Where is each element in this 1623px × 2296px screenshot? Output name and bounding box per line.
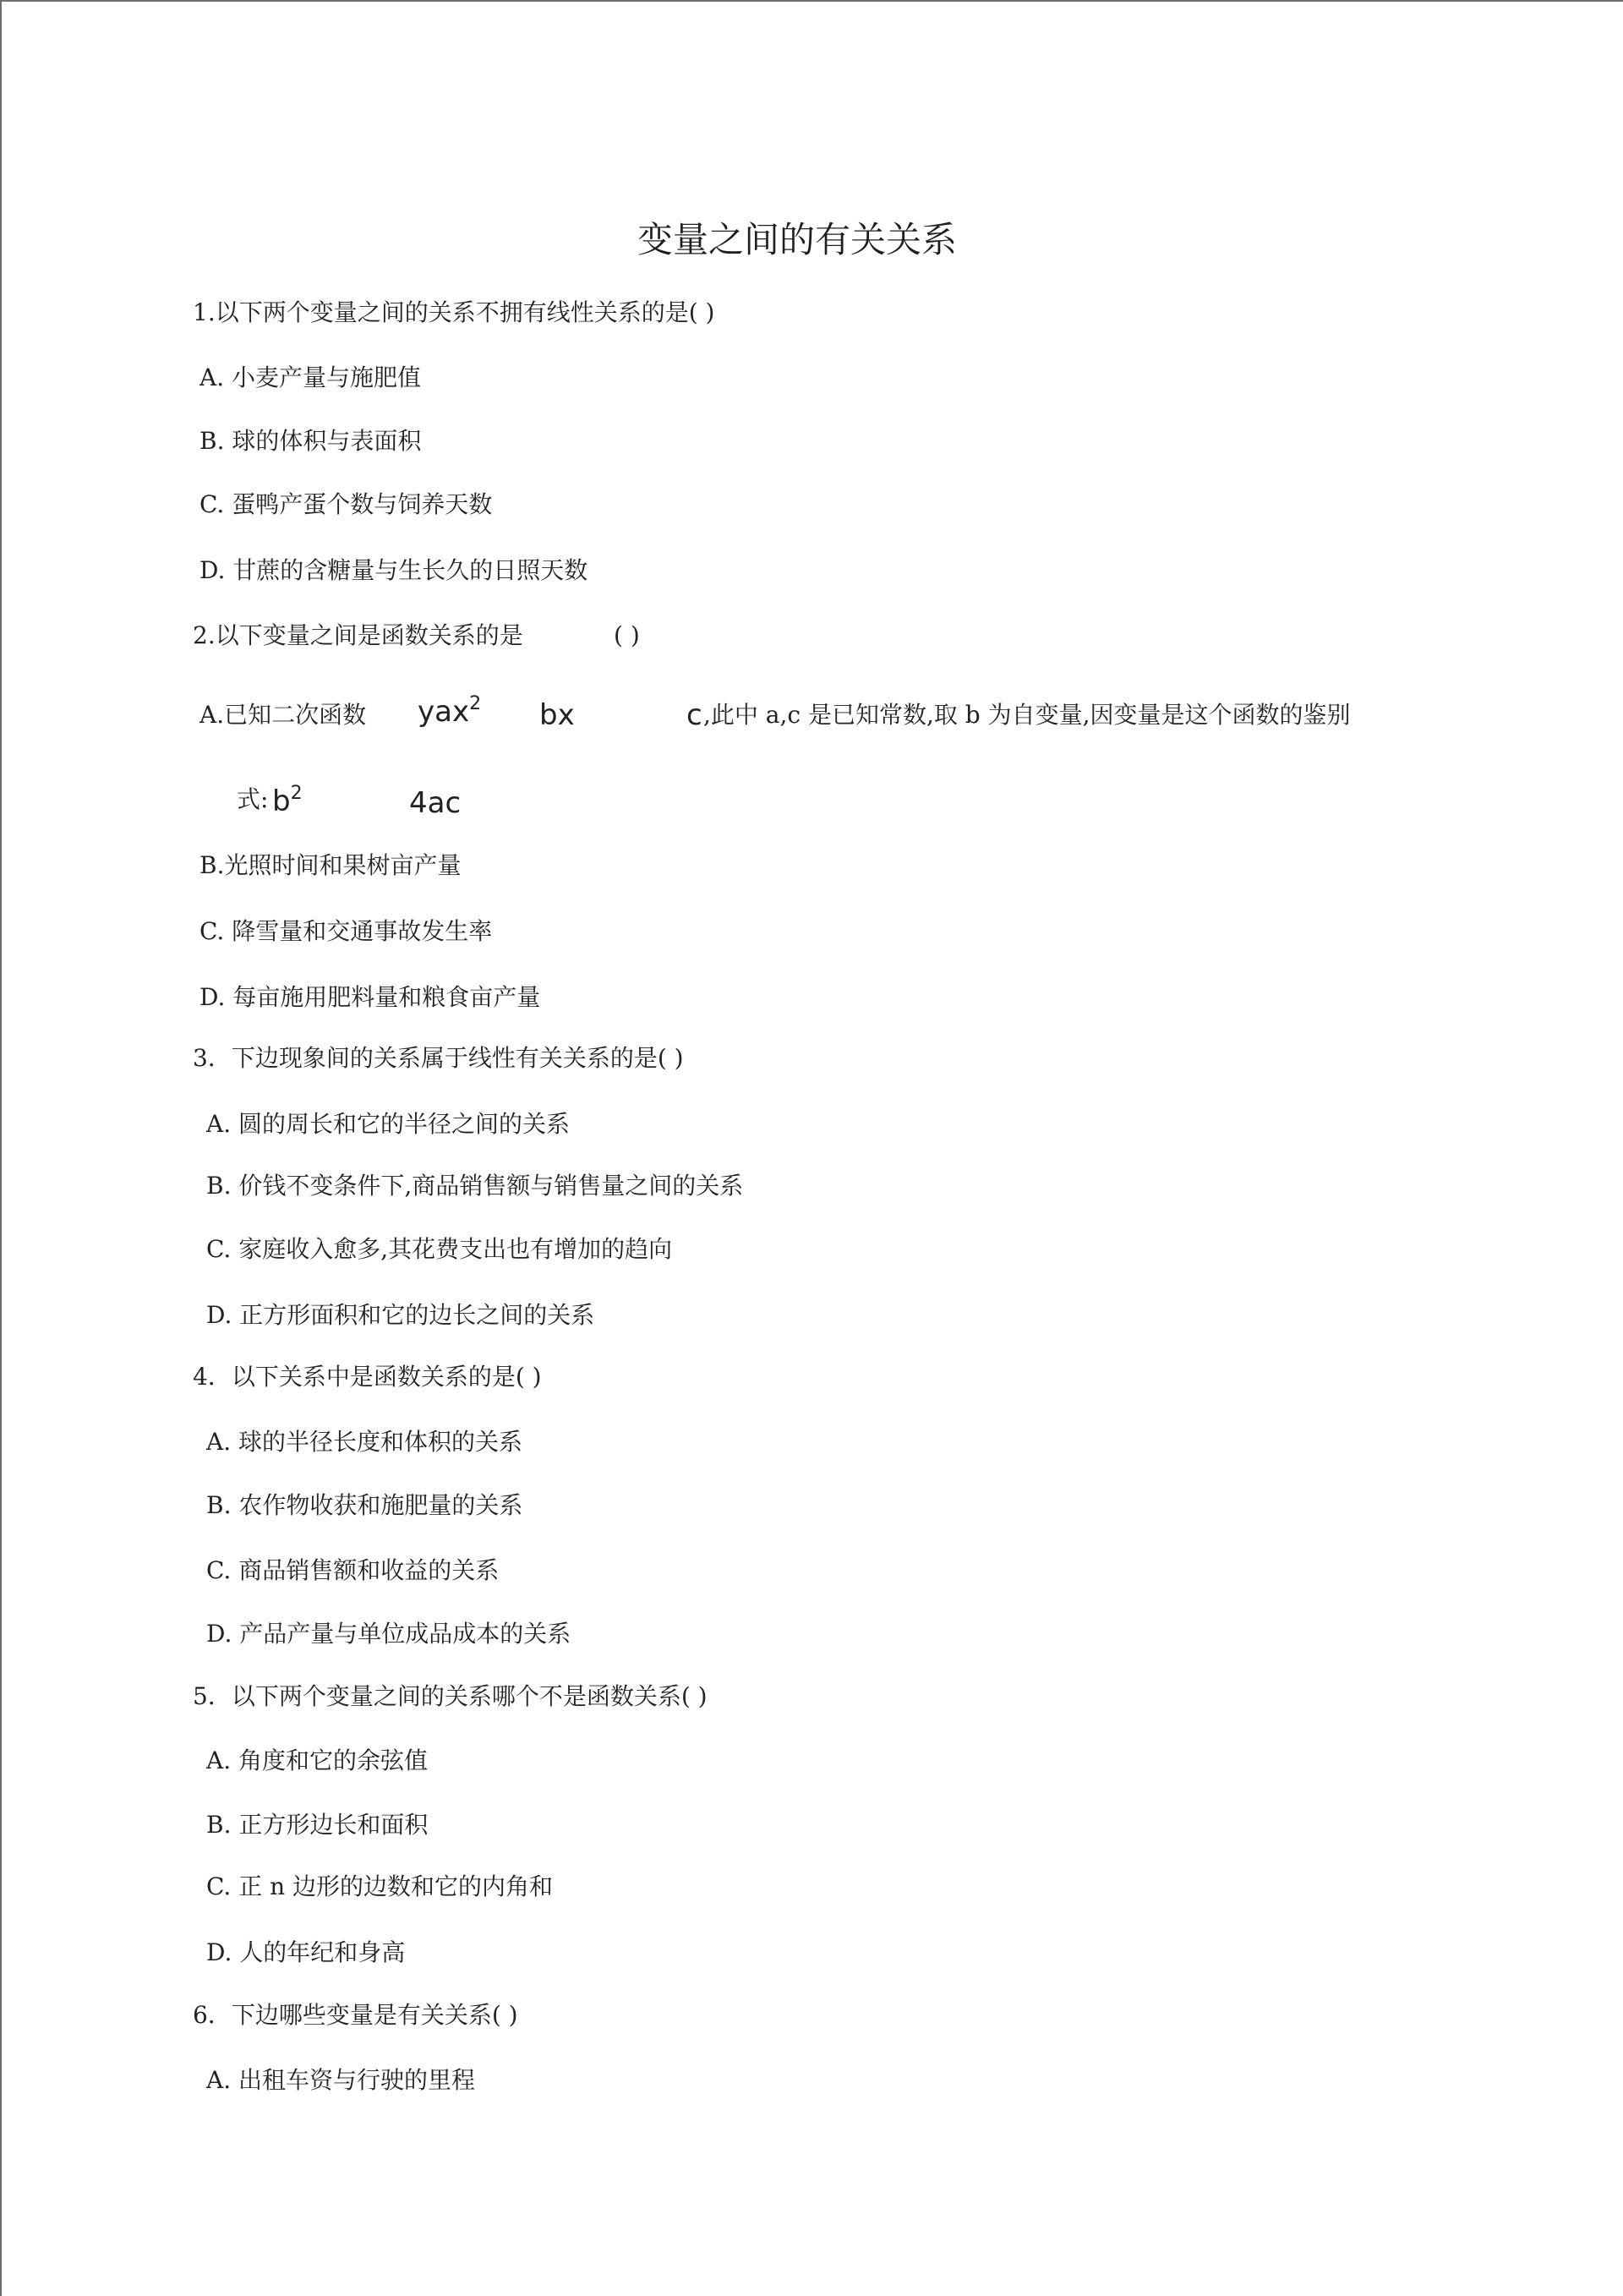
question-2-stem: 2.以下变量之间是函数关系的是 (193, 621, 523, 649)
question-2-option-a-rest: ,此中 a,c 是已知常数,取 b 为自变量,因变量是这个函数的鉴别 (703, 701, 1351, 729)
question-3-option-c: C. 家庭收入愈多,其花费支出也有增加的趋向 (206, 1235, 673, 1263)
question-2-option-b: B.光照时间和果树亩产量 (199, 851, 462, 879)
question-1-option-d: D. 甘蔗的含糖量与生长久的日照天数 (199, 556, 588, 584)
question-4-stem: 4．以下关系中是函数关系的是( ) (193, 1363, 542, 1391)
formula-4ac: 4ac (409, 786, 462, 820)
question-4-option-b: B. 农作物收获和施肥量的关系 (206, 1491, 523, 1519)
question-2-option-a-line2-prefix: 式: (237, 785, 269, 813)
question-1-option-c: C. 蛋鸭产蛋个数与饲养天数 (199, 490, 493, 518)
question-2-option-d: D. 每亩施用肥料量和粮食亩产量 (199, 983, 541, 1011)
question-3-option-a: A. 圆的周长和它的半径之间的关系 (206, 1110, 571, 1138)
question-1-option-b: B. 球的体积与表面积 (199, 427, 422, 455)
question-4-option-d: D. 产品产量与单位成品成本的关系 (206, 1620, 571, 1648)
question-6-stem: 6．下边哪些变量是有关关系( ) (193, 2001, 518, 2029)
question-6-option-a: A. 出租车资与行驶的里程 (206, 2066, 476, 2094)
question-4-option-a: A. 球的半径长度和体积的关系 (206, 1428, 523, 1456)
formula-c: c (686, 698, 702, 732)
question-2-option-a-prefix: A.已知二次函数 (199, 701, 367, 729)
question-1-option-a: A. 小麦产量与施肥值 (199, 364, 422, 391)
formula-yax2: yax$^2$ (418, 693, 482, 729)
question-5-option-c: C. 正 n 边形的边数和它的内角和 (206, 1872, 554, 1900)
question-1-stem: 1.以下两个变量之间的关系不拥有线性关系的是( ) (193, 298, 715, 326)
question-5-option-d: D. 人的年纪和身高 (206, 1938, 406, 1966)
question-3-option-d: D. 正方形面积和它的边长之间的关系 (206, 1301, 595, 1329)
question-5-option-b: B. 正方形边长和面积 (206, 1811, 429, 1839)
formula-bx: bx (539, 698, 575, 732)
question-2-option-c: C. 降雪量和交通事故发生率 (199, 917, 493, 945)
question-3-stem: 3．下边现象间的关系属于线性有关关系的是( ) (193, 1044, 684, 1072)
question-2-answer-bracket: ( ) (614, 621, 640, 649)
formula-b2: $b^2$ (272, 783, 303, 818)
question-4-option-c: C. 商品销售额和收益的关系 (206, 1556, 500, 1584)
page-title: 变量之间的有关关系 (637, 219, 958, 260)
question-5-option-a: A. 角度和它的余弦值 (206, 1747, 429, 1774)
question-5-stem: 5．以下两个变量之间的关系哪个不是函数关系( ) (193, 1682, 708, 1710)
question-3-option-b: B. 价钱不变条件下,商品销售额与销售量之间的关系 (206, 1172, 744, 1200)
